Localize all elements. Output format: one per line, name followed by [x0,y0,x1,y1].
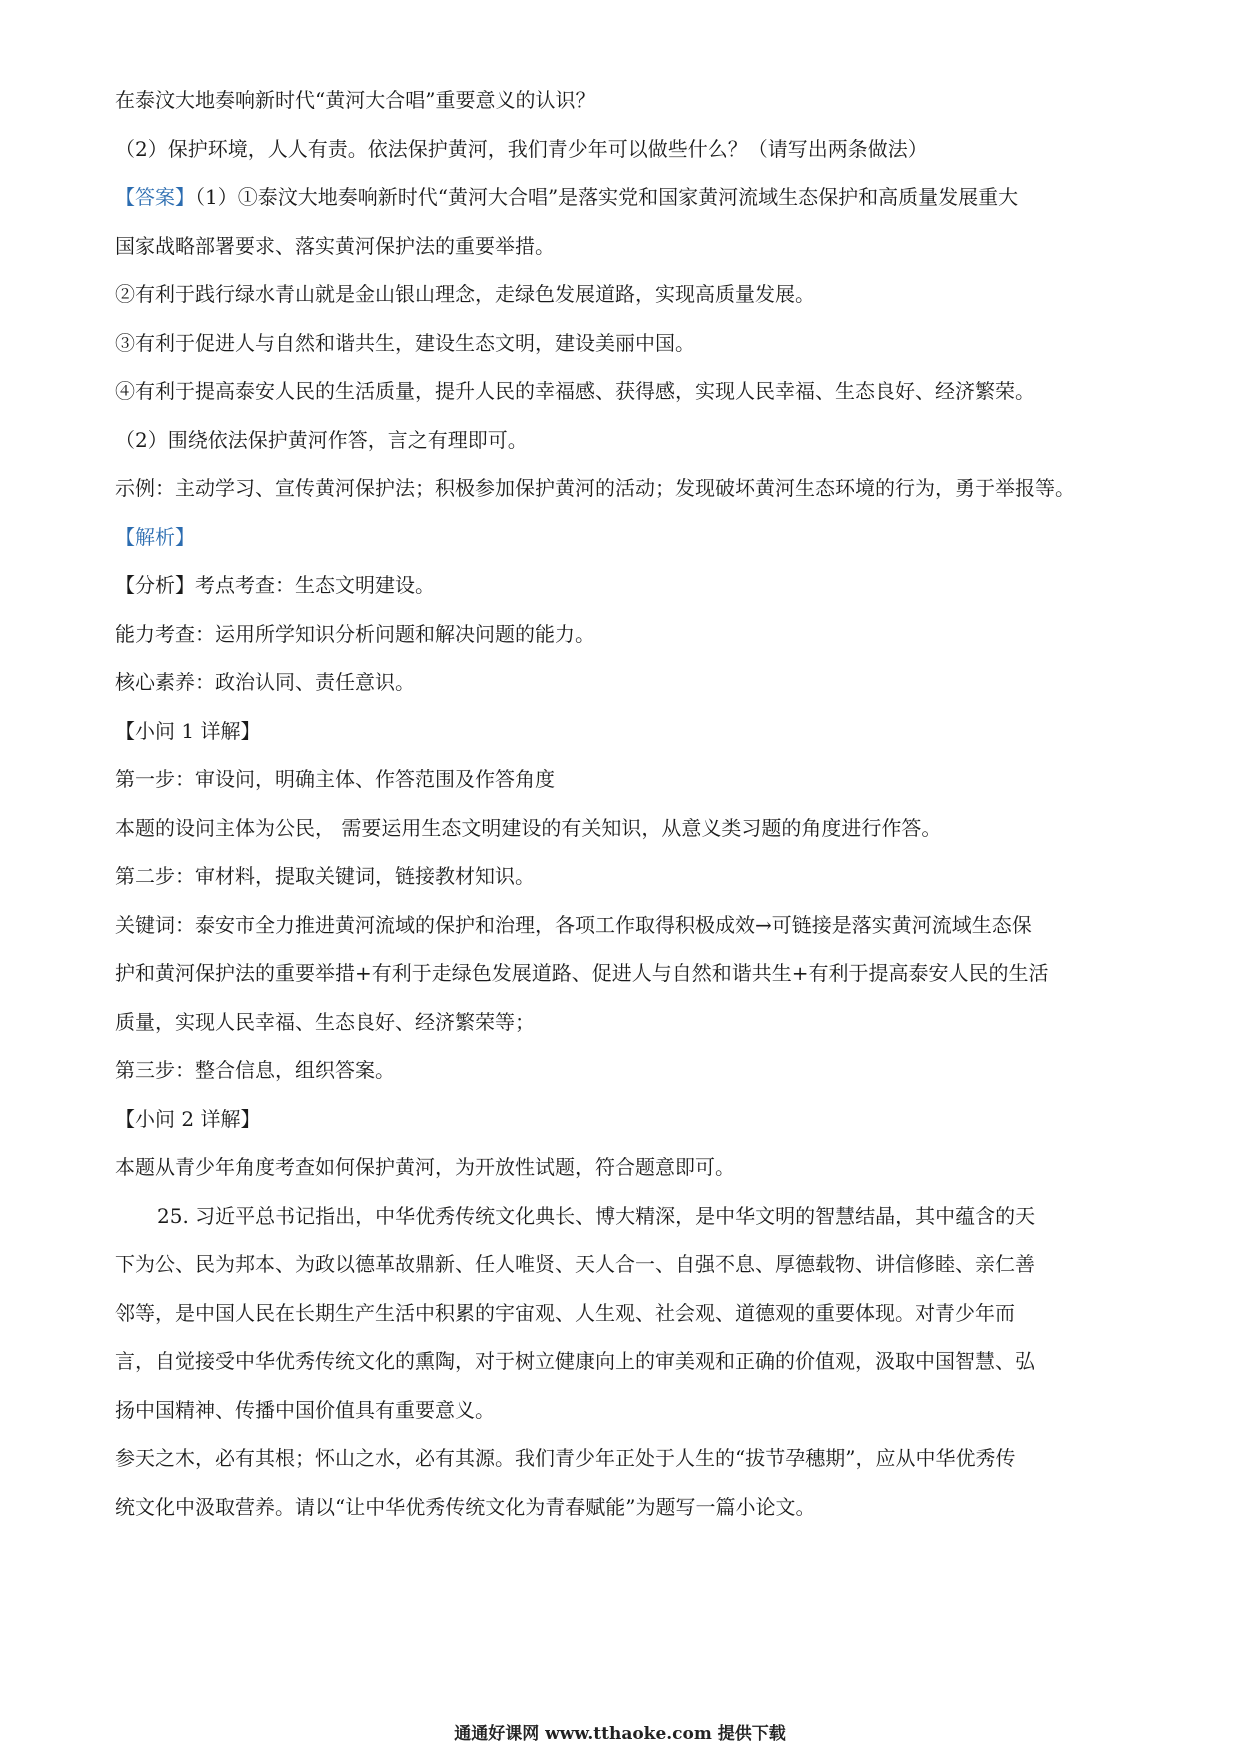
text-line: 第二步：审材料，提取关键词，链接教材知识。 [115,864,535,888]
section-heading: 【小问 2 详解】 [115,1106,261,1131]
text-line: 能力考查：运用所学知识分析问题和解决问题的能力。 [115,621,595,646]
text-line: 统文化中汲取营养。请以“让中华优秀传统文化为青春赋能”为题写一篇小论文。 [115,1494,816,1519]
text-line: 本题从青少年角度考查如何保护黄河，为开放性试题，符合题意即可。 [115,1155,735,1179]
answer-line [115,185,1135,209]
document-body [115,88,1135,1543]
text-line: ②有利于践行绿水青山就是金山银山理念，走绿色发展道路，实现高质量发展。 [115,282,815,306]
text-line: 国家战略部署要求、落实黄河保护法的重要举措。 [115,233,555,258]
text-line: 扬中国精神、传播中国价值具有重要意义。 [115,1397,495,1422]
section-heading: 【小问 1 详解】 [115,718,261,743]
text-line: 下为公、民为邦本、为政以德革故鼎新、任人唯贤、天人合一、自强不息、厚德载物、讲信修睦、亲仁善 [115,1252,1035,1276]
text-line: 核心素养：政治认同、责任意识。 [115,670,415,694]
answer-text: （1）①泰汶大地奏响新时代“黄河大合唱”是落实党和国家黄河流域生态保护和高质量发展重大 [195,185,1019,209]
text-line: 第三步：整合信息，组织答案。 [115,1058,395,1082]
text-line: 邻等，是中国人民在长期生产生活中积累的宇宙观、人生观、社会观、道德观的重要体现。对青少年而 [115,1300,1015,1325]
question-25: 25. 习近平总书记指出，中华优秀传统文化典长、博大精深，是中华文明的智慧结晶，其中蕴含的天 [157,1203,1036,1228]
text-line: 质量，实现人民幸福、生态良好、经济繁荣等； [115,1009,535,1034]
analysis-label: 【解析】 [115,524,195,549]
text-line: 护和黄河保护法的重要举措+有利于走绿色发展道路、促进人与自然和谐共生+有利于提高泰安人民的生活 [115,961,1049,985]
text-line: 本题的设问主体为公民， 需要运用生态文明建设的有关知识，从意义类习题的角度进行作答。 [115,815,942,840]
text-line: 【分析】考点考查：生态文明建设。 [115,573,435,597]
text-line: （2）围绕依法保护黄河作答，言之有理即可。 [115,427,528,452]
text-line: 参天之木，必有其根；怀山之水，必有其源。我们青少年正处于人生的“拔节孕穗期”，应从中华优秀传 [115,1446,1016,1470]
text-line: 在泰汶大地奏响新时代“黄河大合唱”重要意义的认识？ [115,88,596,112]
text-line: 示例：主动学习、宣传黄河保护法；积极参加保护黄河的活动；发现破坏黄河生态环境的行为，勇于举报等。 [115,476,1075,500]
text-line: ④有利于提高泰安人民的生活质量，提升人民的幸福感、获得感，实现人民幸福、生态良好、经济繁荣。 [115,379,1035,403]
text-line: 言，自觉接受中华优秀传统文化的熏陶，对于树立健康向上的审美观和正确的价值观，汲取中国智慧、弘 [115,1349,1035,1373]
question-2: （2）保护环境，人人有责。依法保护黄河，我们青少年可以做些什么？（请写出两条做法） [115,136,928,161]
text-line: ③有利于促进人与自然和谐共生，建设生态文明，建设美丽中国。 [115,330,695,355]
text-line: 第一步：审设问，明确主体、作答范围及作答角度 [115,767,555,791]
answer-label: 【答案】 [115,185,195,209]
text-line: 关键词：泰安市全力推进黄河流域的保护和治理，各项工作取得积极成效→可链接是落实黄河流域生态保 [115,912,1032,937]
page-footer: 通通好课网 www.tthaoke.com 提供下载 [454,1724,786,1744]
